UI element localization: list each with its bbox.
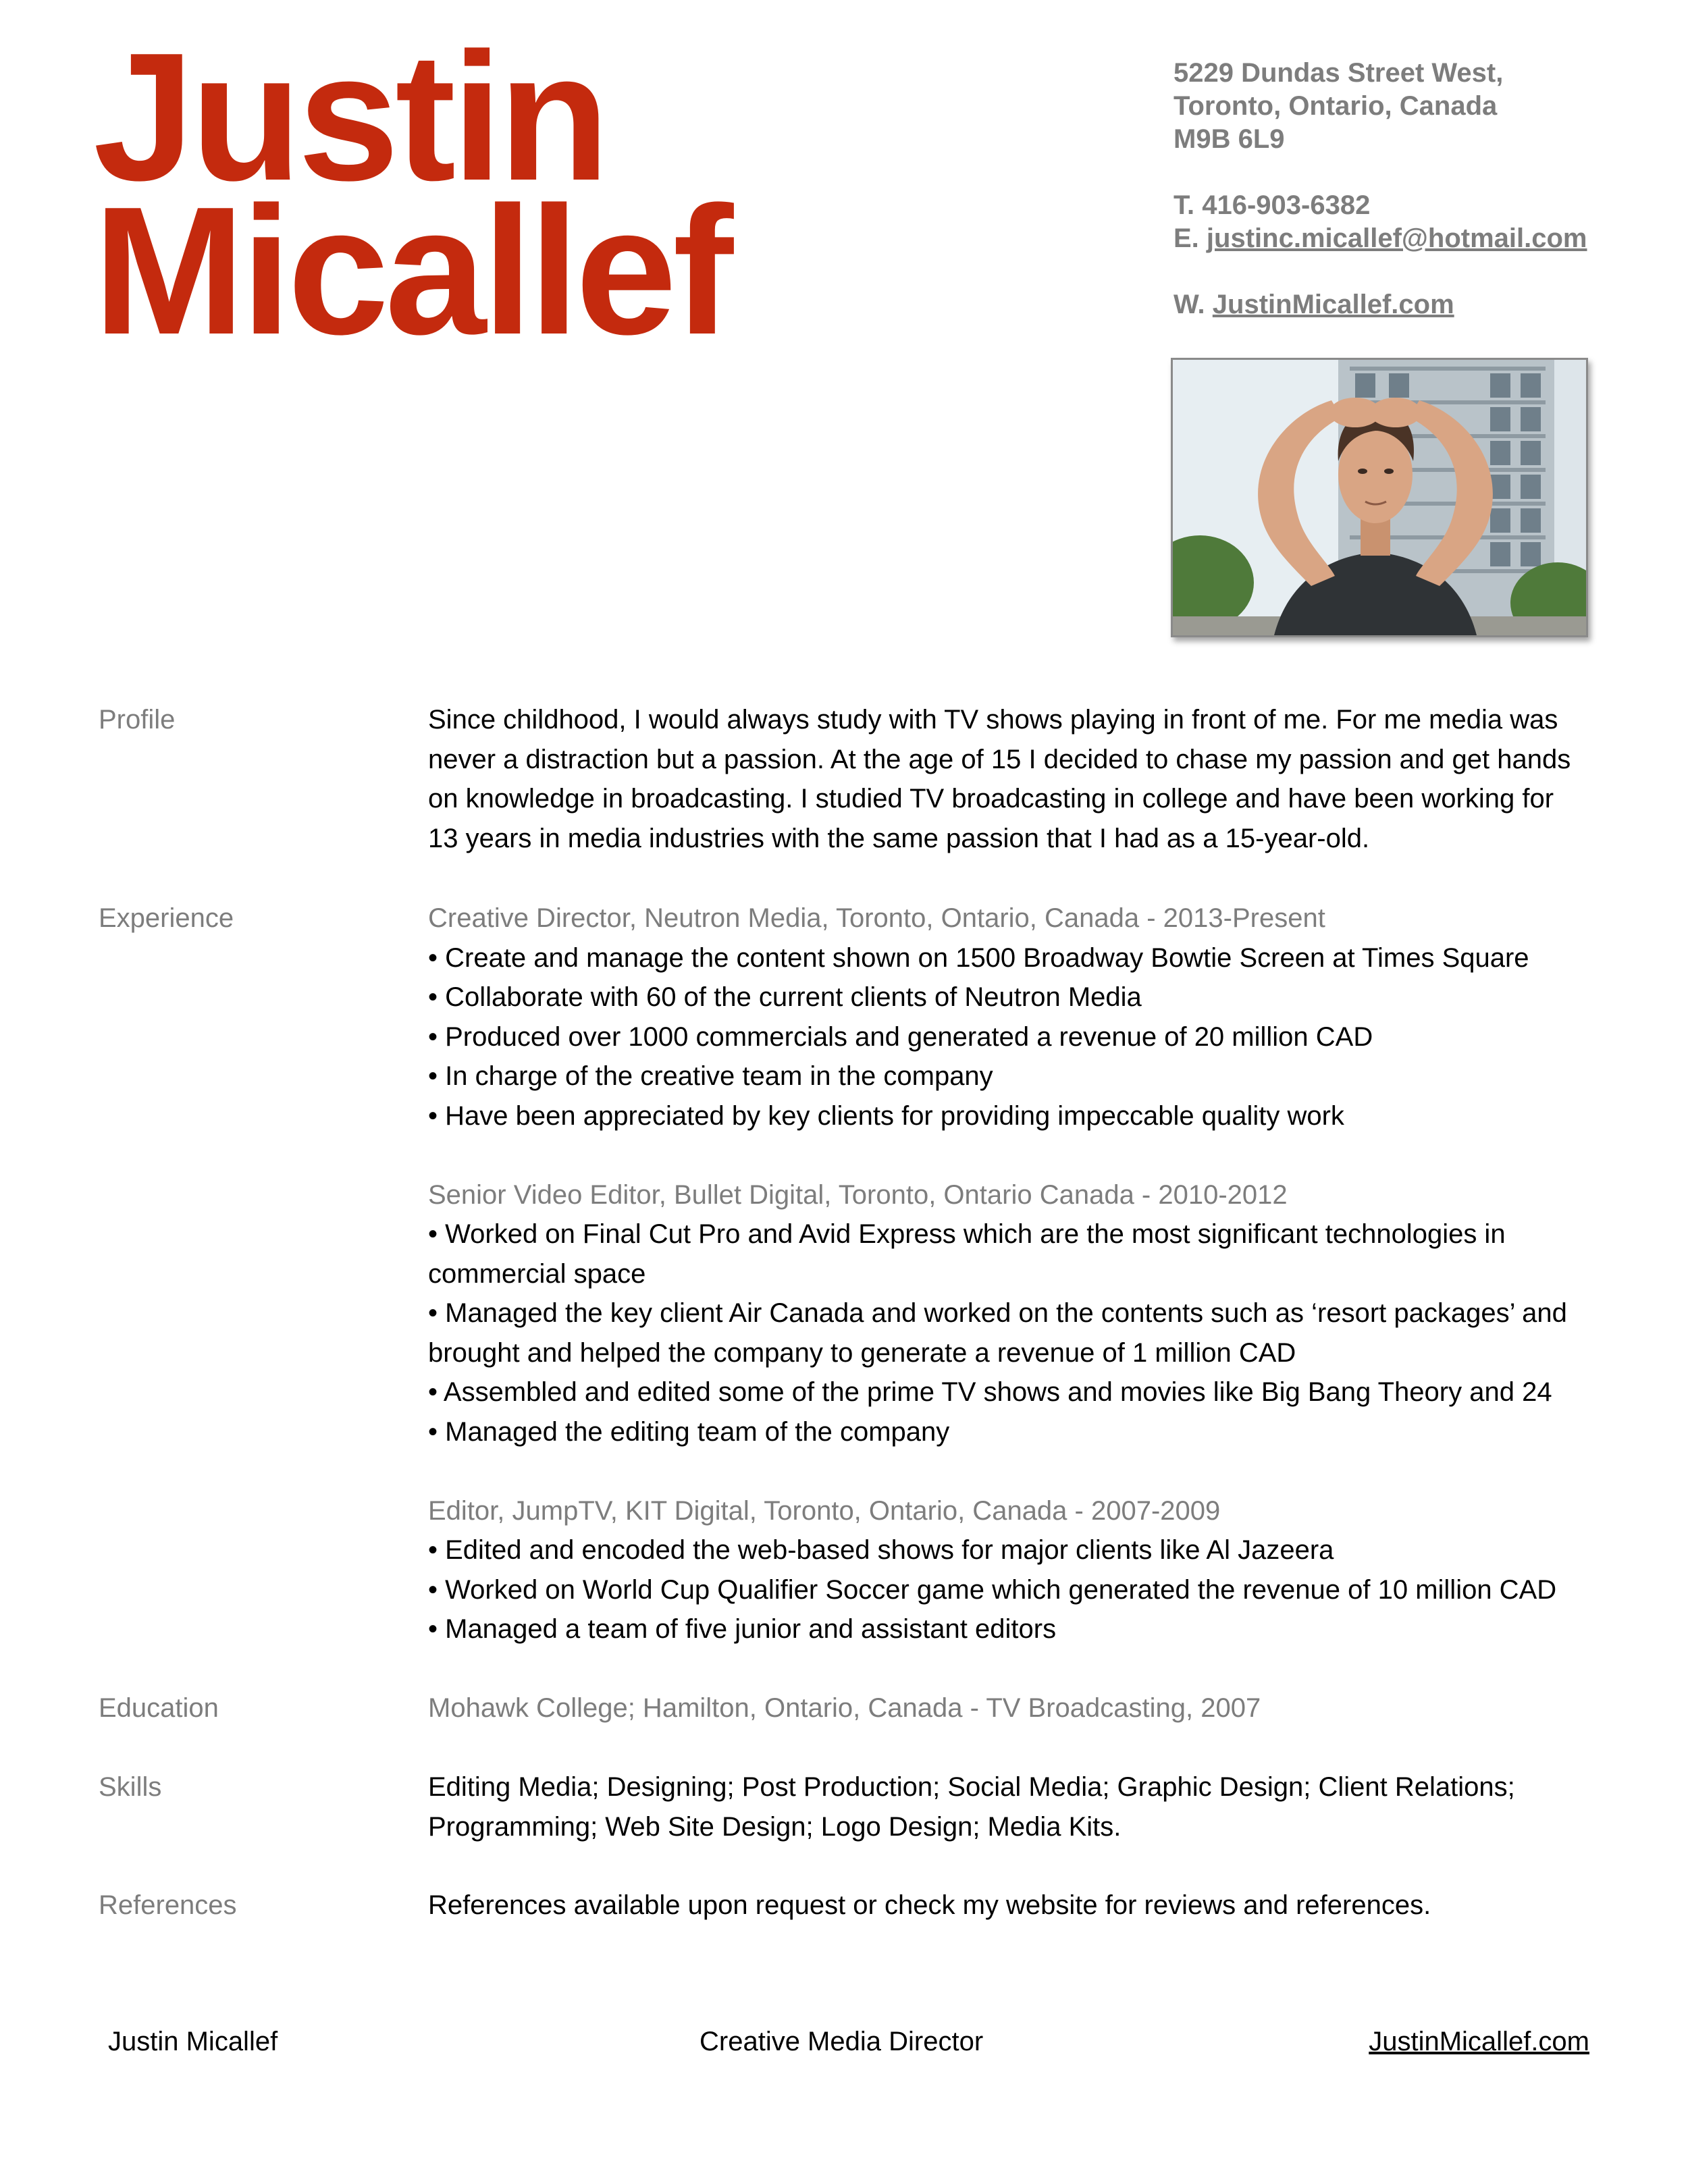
skills-text: Editing Media; Designing; Post Production; Social Media; Graphic Design; Client Relations; Programming; Web Site Design; Logo Design; Media Kits. [428,1772,1515,1842]
job-bullet: • Managed the key client Air Canada and worked on the contents such as ‘resort packages’ and brought and helped the company to generate a revenue of 1 million CAD [428,1298,1567,1368]
skills-label: Skills [99,1772,162,1802]
job-bullet: • Managed a team of five junior and assistant editors [428,1614,1057,1644]
education-text: Mohawk College; Hamilton, Ontario, Canada - TV Broadcasting, 2007 [428,1693,1261,1723]
footer-website-link[interactable]: JustinMicallef.com [1369,2027,1589,2056]
job-entry [428,1175,1589,1452]
job-bullet: • Edited and encoded the web-based shows for major clients like Al Jazeera [428,1535,1334,1565]
job-bullet: • Create and manage the content shown on 1500 Broadway Bowtie Screen at Times Square [428,942,1529,973]
last-name: Micallef [93,169,730,373]
footer-role: Creative Media Director [700,2027,984,2056]
job-bullet: • Produced over 1000 commercials and generated a revenue of 20 million CAD [428,1021,1373,1052]
footer-name: Justin Micallef [108,2027,278,2056]
job-entry [428,899,1589,1136]
portrait-photo-icon [1173,360,1586,635]
job-title: Senior Video Editor, Bullet Digital, Toronto, Ontario Canada - 2010-2012 [428,1179,1288,1210]
job-bullet: • Assembled and edited some of the prime TV shows and movies like Big Bang Theory and 24 [428,1377,1552,1407]
job-bullet: • In charge of the creative team in the company [428,1061,993,1091]
website-line [1173,288,1587,321]
portrait-photo [1171,358,1588,637]
email-line [1173,222,1587,255]
email-prefix: E. [1173,223,1199,253]
job-bullet: • Have been appreciated by key clients for providing impeccable quality work [428,1100,1344,1131]
references-text: References available upon request or check my website for reviews and references. [428,1890,1431,1920]
job-entry [428,1491,1589,1649]
profile-label: Profile [99,705,176,735]
address-line-3: M9B 6L9 [1173,124,1285,154]
experience-content [428,899,1589,1649]
job-bullet: • Worked on World Cup Qualifier Soccer game which generated the revenue of 10 million CAD [428,1574,1557,1605]
email-link[interactable]: justinc.micallef@hotmail.com [1206,223,1587,253]
name-heading [93,16,730,373]
website-prefix: W. [1173,290,1205,319]
website-link[interactable]: JustinMicallef.com [1212,290,1454,319]
references-label: References [99,1890,237,1920]
job-bullet: • Worked on Final Cut Pro and Avid Express which are the most significant technologies in commercial space [428,1219,1506,1289]
first-name: Justin [93,16,606,219]
contact-block [1173,57,1587,321]
profile-text: Since childhood, I would always study with TV shows playing in front of me. For me media was never a distraction but a passion. At the age of 15 I decided to chase my passion and get hands on knowledge in broadcasting. I studied TV broadcasting in college and have been working for 13 years in media industries with the same passion that I had as a 15-year-old. [428,705,1571,853]
job-title: Editor, JumpTV, KIT Digital, Toronto, Ontario, Canada - 2007-2009 [428,1495,1221,1526]
education-label: Education [99,1693,219,1723]
experience-label: Experience [99,903,234,933]
job-bullet: • Collaborate with 60 of the current clients of Neutron Media [428,982,1142,1012]
phone-number: 416-903-6382 [1202,190,1371,220]
phone-line [1173,189,1587,222]
address-line-1: 5229 Dundas Street West, [1173,58,1504,88]
phone-prefix: T. [1173,190,1195,220]
address-line-2: Toronto, Ontario, Canada [1173,91,1498,121]
footer-website [1369,2022,1589,2061]
job-title: Creative Director, Neutron Media, Toronto, Ontario, Canada - 2013-Present [428,903,1325,933]
job-bullet: • Managed the editing team of the company [428,1416,950,1447]
